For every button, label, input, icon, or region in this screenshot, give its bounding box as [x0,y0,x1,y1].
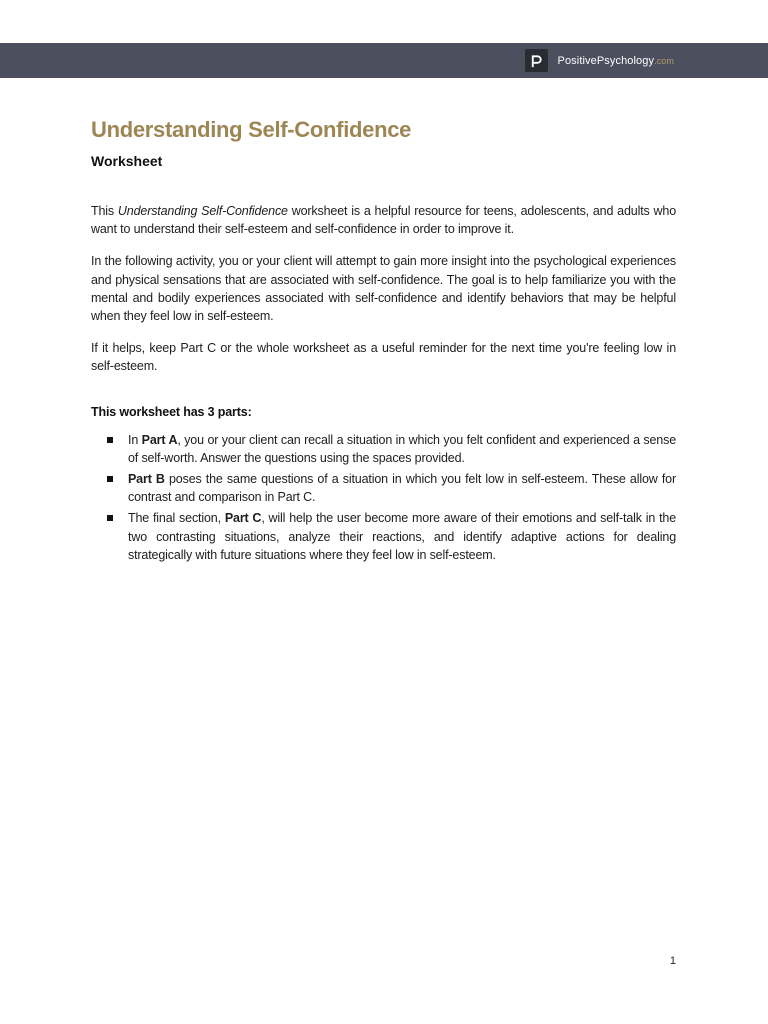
positivepsychology-logo-icon [525,49,548,72]
brand[interactable] [525,49,674,72]
square-bullet-icon [107,437,113,443]
page-number: 1 [669,955,676,967]
brand-suffix: .com [654,55,674,66]
page-title: Understanding Self-Confidence [91,117,412,142]
square-bullet-icon [107,515,113,521]
document-body [91,114,676,567]
reminder-paragraph: If it helps, keep Part C or the whole worksheet as a useful reminder for the next time you're feeling low in self-esteem. [91,341,676,374]
intro-paragraph: This Understanding Self-Confidence worksheet is a helpful resource for teens, adolescents, and adults who want to understand their self-esteem and self-confidence in order to improve it. [91,204,676,237]
parts-list [91,431,676,564]
brand-name: PositivePsychology.com [557,54,674,67]
square-bullet-icon [107,476,113,482]
page-subtitle: Worksheet [91,153,163,169]
list-item: The final section, Part C, will help the user become more aware of their emotions and self-talk in the two contrasting situations, analyze their reactions, and identify adaptive actions for dealing strategically with future situations where they feel low in self-esteem. [91,509,676,564]
header-bar [0,43,768,78]
list-item: Part B poses the same questions of a situation in which you felt low in self-esteem. These allow for contrast and comparison in Part C. [91,470,676,506]
parts-heading: This worksheet has 3 parts: [91,404,252,419]
worksheet-title-italic: Understanding Self-Confidence [117,204,288,218]
activity-paragraph: In the following activity, you or your client will attempt to gain more insight into the psychological experiences and physical sensations that are associated with self-confidence. The goal is to help familiarize you with the mental and bodily experiences associated with self-confidence and identify behaviors that may be helpful when they feel low in self-esteem. [91,254,676,324]
list-item: In Part A, you or your client can recall a situation in which you felt confident and experienced a sense of self-worth. Answer the questions using the spaces provided. [91,431,676,467]
